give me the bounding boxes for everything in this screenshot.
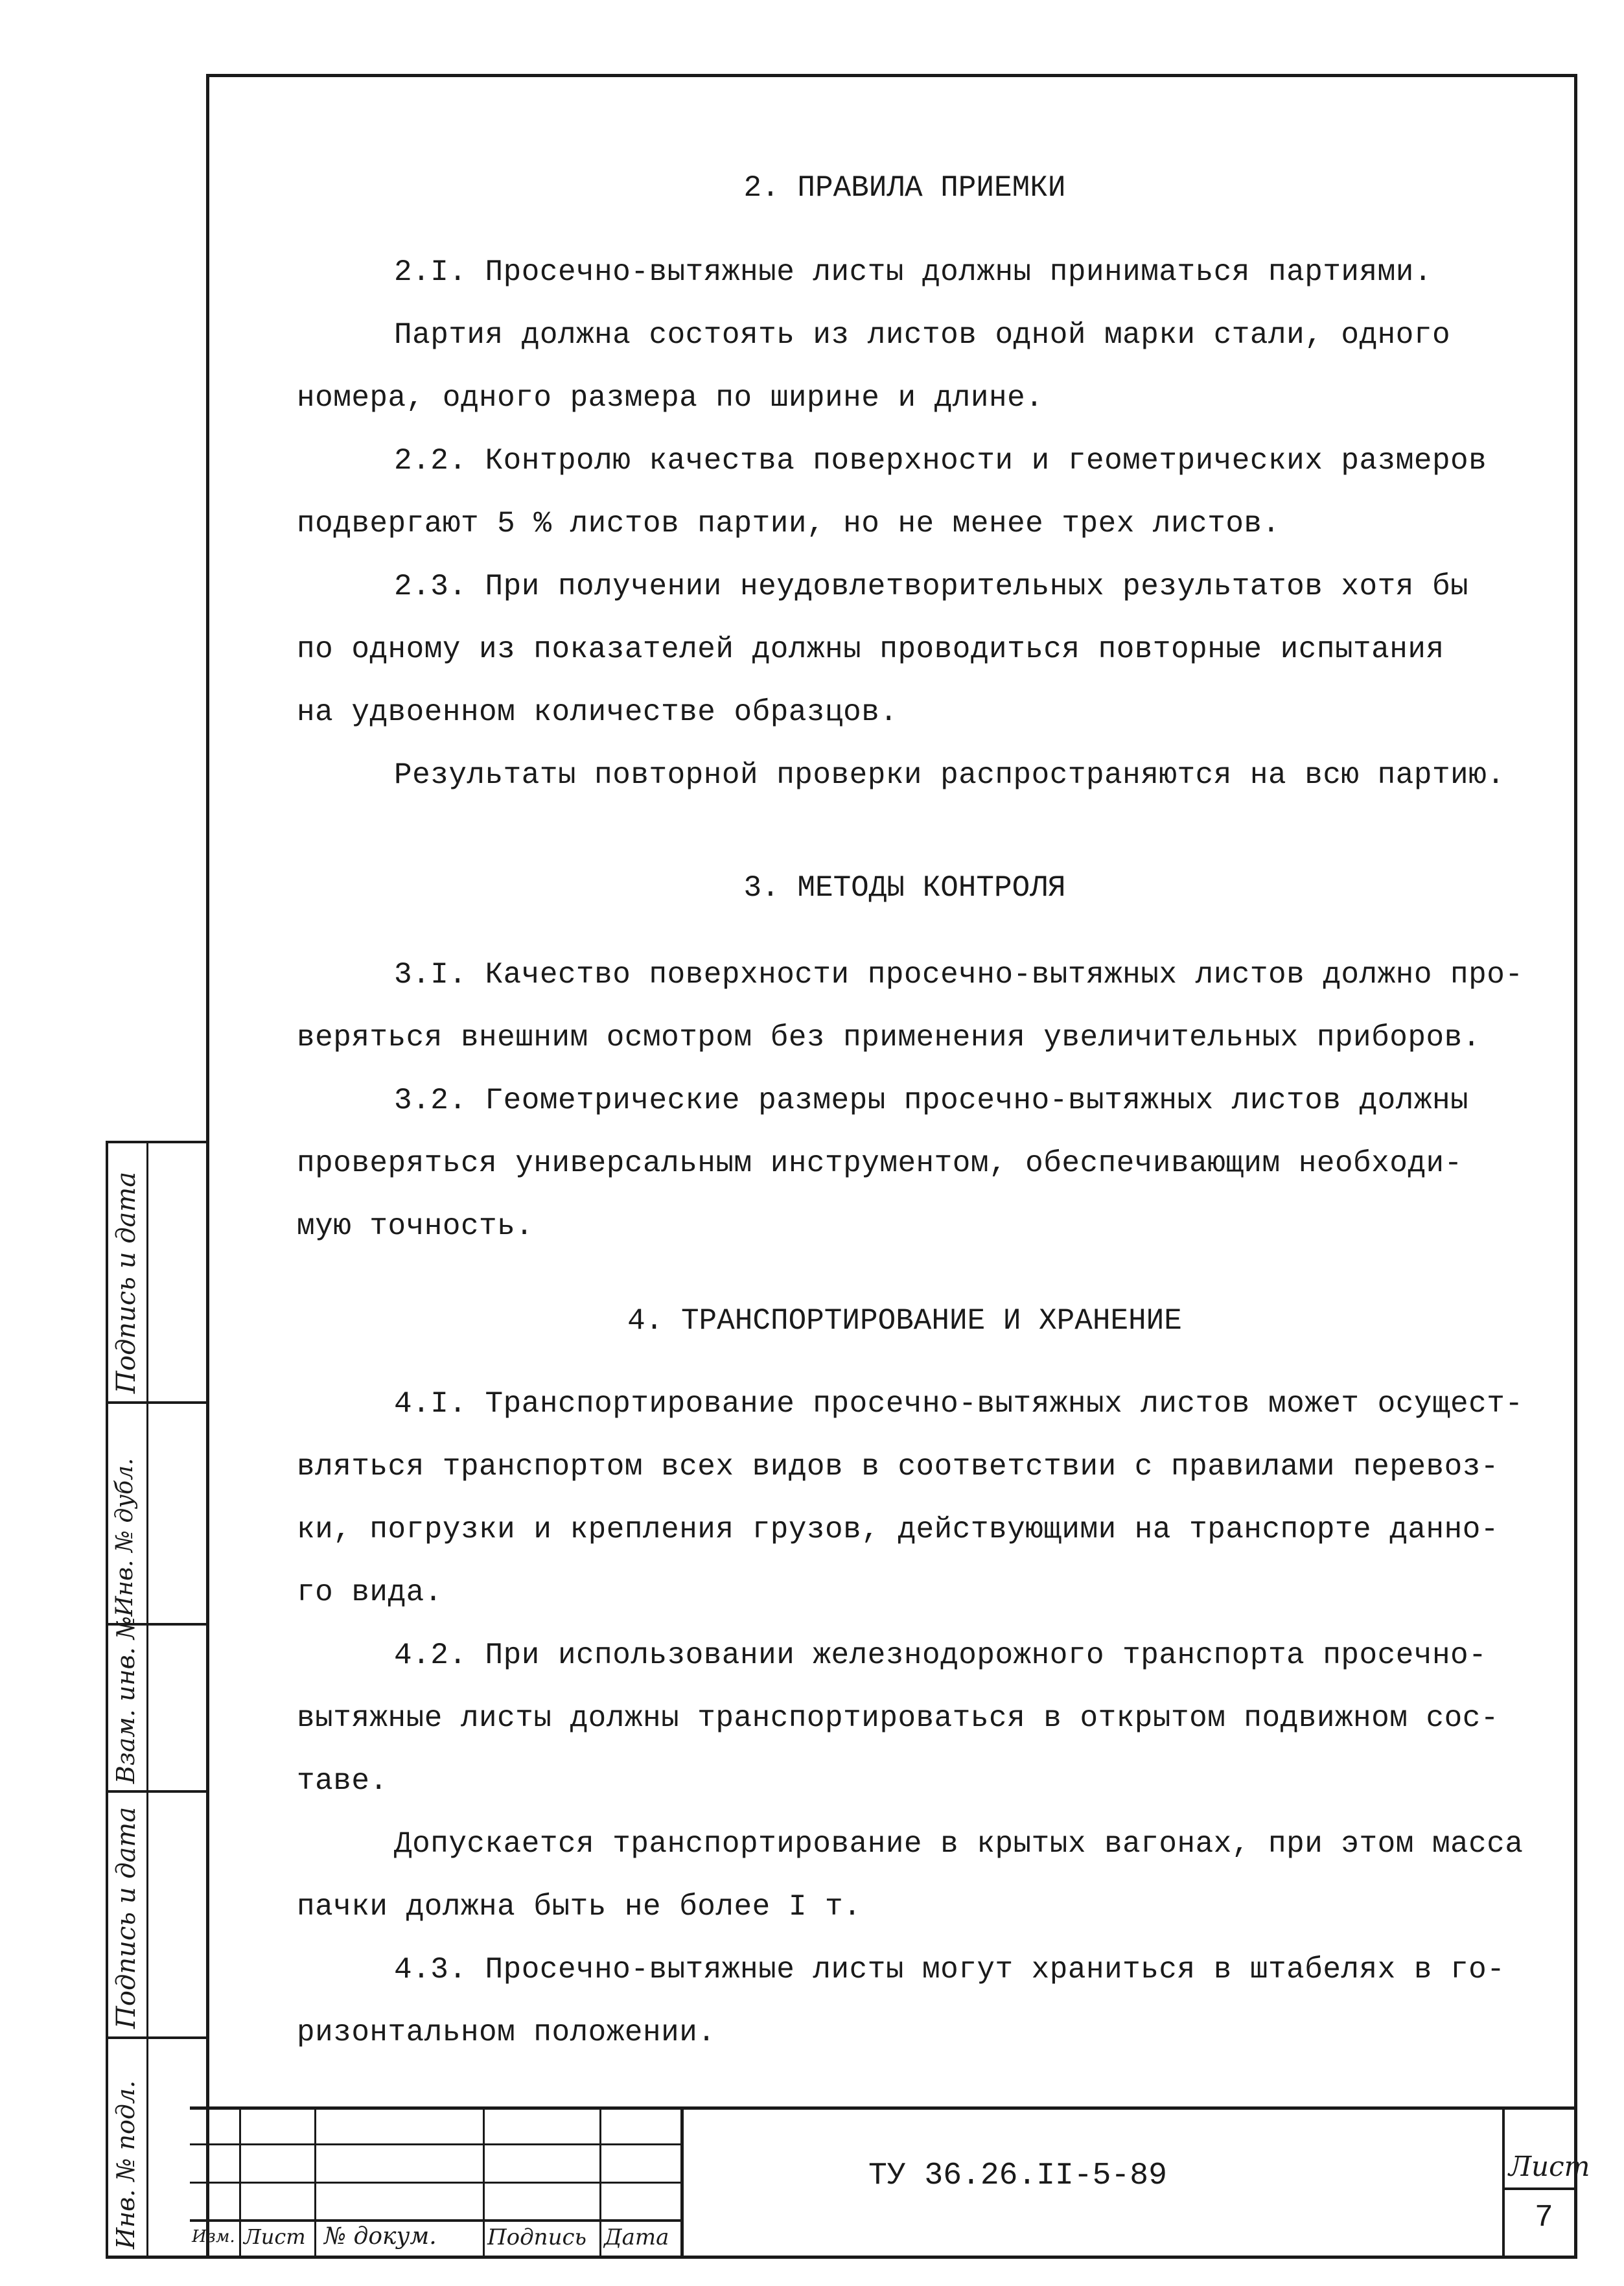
titleblock-col-izm: Изм.: [192, 2227, 235, 2246]
titleblock-col-3: [483, 2106, 485, 2258]
sheet-label: Лист: [1509, 2151, 1590, 2182]
margin-label-vzam-inv: Взам. инв. №: [111, 1616, 140, 1784]
paragraph: [297, 1069, 1594, 1258]
text-line: мую точность.: [297, 1209, 534, 1243]
titleblock-col-6: [1502, 2106, 1505, 2258]
text-line: пачки должна быть не более I т.: [297, 1890, 862, 1924]
margin-outer-line: [106, 1141, 108, 2258]
sheet-number: 7: [1535, 2200, 1553, 2235]
titleblock-col-2: [314, 2106, 316, 2258]
text-line: ки, погрузки и крепления грузов, действующими на транспорте данно-: [297, 1513, 1499, 1546]
titleblock-col-nom-dokum: № докум.: [324, 2223, 437, 2250]
titleblock-row-line-1: [190, 2143, 682, 2145]
text-line: таве.: [297, 1764, 388, 1798]
titleblock-col-4: [599, 2106, 601, 2258]
titleblock-col-list: Лист: [244, 2224, 306, 2249]
text-line: номера, одного размера по ширине и длине.: [297, 381, 1044, 415]
text-line: на удвоенном количестве образцов.: [297, 695, 898, 729]
text-line: 4.I. Транспортирование просечно-вытяжных листов может осущест-: [394, 1387, 1524, 1421]
paragraph: [297, 241, 1594, 304]
text-line: проверяться универсальным инструментом, обеспечивающим необходи-: [297, 1147, 1463, 1180]
section-heading: 2. ПРАВИЛА ПРИЕМКИ: [743, 171, 1066, 205]
paragraph: [297, 944, 1594, 1069]
titleblock-top-line: [190, 2106, 1577, 2110]
section-heading: 4. ТРАНСПОРТИРОВАНИЕ И ХРАНЕНИЕ: [627, 1304, 1182, 1338]
paragraph: [297, 430, 1594, 555]
margin-label-podpis-data-upper: Подпись и дата: [111, 1171, 141, 1394]
text-line: вляться транспортом всех видов в соответствии с правилами перевоз-: [297, 1450, 1499, 1484]
paragraph: [297, 744, 1594, 807]
text-line: 4.3. Просечно-вытяжные листы могут храниться в штабелях в го-: [394, 1953, 1505, 1987]
margin-row-divider-1: [106, 1141, 208, 1143]
text-line: 3.I. Качество поверхности просечно-вытяжных листов должно про-: [394, 958, 1524, 992]
document-code: ТУ 36.26.II-5-89: [868, 2158, 1167, 2193]
text-line: 2.3. При получении неудовлетворительных результатов хотя бы: [394, 570, 1469, 603]
margin-label-inv-dubl: Инв. № дубл.: [111, 1458, 138, 1616]
section-heading: 3. МЕТОДЫ КОНТРОЛЯ: [743, 871, 1066, 905]
text-line: ризонтальном положении.: [297, 2016, 716, 2049]
text-line: 4.2. При использовании железнодорожного транспорта просечно-: [394, 1639, 1487, 1672]
margin-row-divider-5: [106, 2036, 208, 2039]
paragraph: [297, 1373, 1594, 1624]
paragraph: [297, 1624, 1594, 1813]
frame-left-border: [206, 74, 209, 2258]
paragraph: [297, 1813, 1594, 1939]
text-line: подвергают 5 % листов партии, но не менее трех листов.: [297, 507, 1281, 541]
margin-label-inv-podl: Инв. № подл.: [111, 2080, 140, 2249]
margin-row-divider-2: [106, 1401, 208, 1404]
text-line: го вида.: [297, 1576, 443, 1609]
text-line: Допускается транспортирование в крытых вагонах, при этом масса: [394, 1827, 1524, 1861]
titleblock-row-line-2: [190, 2182, 682, 2184]
frame-bottom-border: [106, 2256, 1577, 2259]
text-line: 2.I. Просечно-вытяжные листы должны приниматься партиями.: [394, 255, 1432, 289]
frame-top-border: [209, 74, 1577, 77]
text-line: 2.2. Контролю качества поверхности и геометрических размеров: [394, 444, 1487, 478]
titleblock-col-podpis: Подпись: [487, 2224, 587, 2250]
titleblock-col-5: [680, 2106, 684, 2258]
margin-row-divider-4: [106, 1790, 208, 1793]
titleblock-sheet-divider: [1503, 2187, 1577, 2190]
text-line: 3.2. Геометрические размеры просечно-вытяжных листов должны: [394, 1084, 1469, 1117]
text-line: по одному из показателей должны проводиться повторные испытания: [297, 633, 1444, 666]
text-line: Результаты повторной проверки распространяются на всю партию.: [394, 758, 1505, 792]
paragraph: [297, 555, 1594, 744]
paragraph: [297, 1939, 1594, 2064]
titleblock-col-1: [239, 2106, 241, 2258]
paragraph: [297, 304, 1594, 430]
margin-inner-line: [146, 1141, 148, 2258]
text-line: Партия должна состоять из листов одной марки стали, одного: [394, 318, 1451, 352]
text-line: веряться внешним осмотром без применения увеличительных приборов.: [297, 1021, 1481, 1055]
margin-label-podpis-data-lower: Подпись и дата: [111, 1806, 141, 2029]
text-line: вытяжные листы должны транспортироваться в открытом подвижном сос-: [297, 1701, 1499, 1735]
titleblock-row-line-3: [190, 2219, 682, 2222]
titleblock-col-data: Дата: [604, 2224, 669, 2250]
